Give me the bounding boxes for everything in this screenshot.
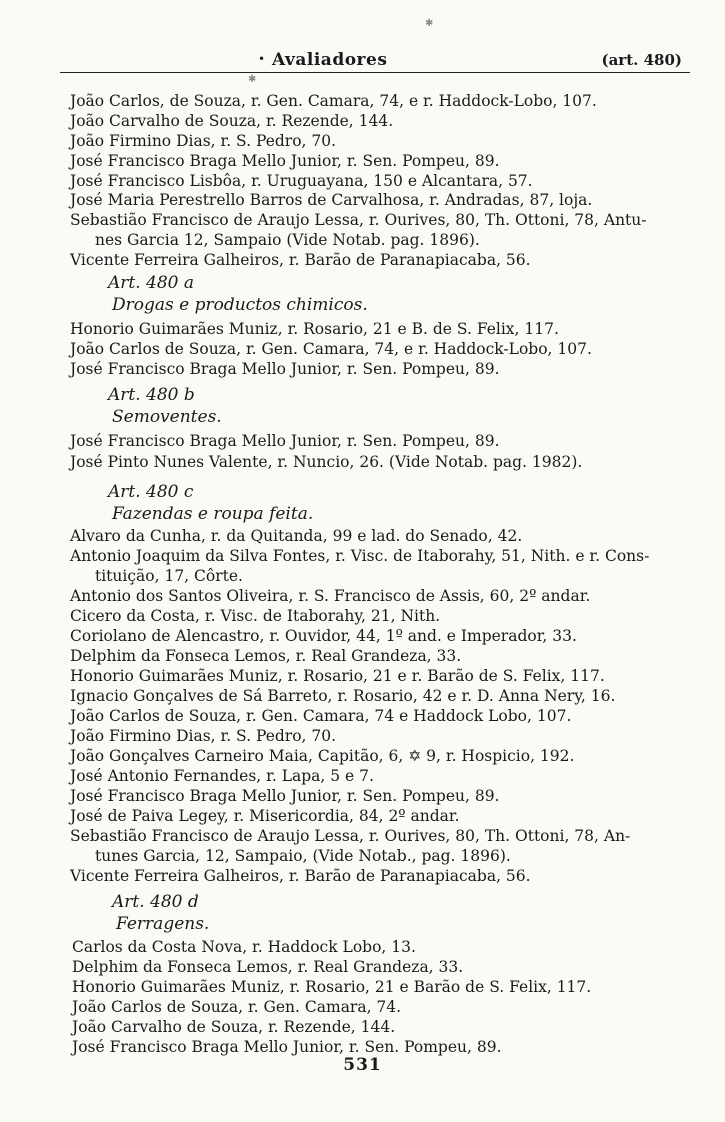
running-title: Avaliadores xyxy=(272,50,388,70)
list-item: Vicente Ferreira Galheiros, r. Barão de Paranapiacaba, 56. xyxy=(70,867,531,885)
directory-page: ✱ ✱ • Avaliadores (art. 480) João Carlos, de Souza, r. Gen. Camara, 74, e r. Haddock-Lobo, 107. João Carvalho de Souza, r. Rezende, 144. João Firmino Dias, r. S. Pedro, 70. José Francisco Braga Mello Junior, r. Sen. Pompeu, 89. José Francisco Lisbôa, r. Uruguayana, 150 e Alcantara, 57. José Maria Perestrello Barros de Carvalhosa, r. Andradas, 87, loja. Sebastião Francisco de Araujo Lessa, r. Ourives, 80, Th. Ottoni, 78, Antu- nes Garcia 12, Sampaio (Vide Notab. pag. 1896). Vicente Ferreira Galheiros, r. Barão de Paranapiacaba, 56. Art. 480 a Drogas e productos chimicos. Honorio Guimarães Muniz, r. Rosario, 21 e B. de S. Felix, 117. João Carlos de Souza, r. Gen. Camara, 74, e r. Haddock-Lobo, 107. José Francisco Braga Mello Junior, r. Sen. Pompeu, 89. Art. 480 b Semoventes. José Francisco Braga Mello Junior, r. Sen. Pompeu, 89. José Pinto Nunes Valente, r. Nuncio, 26. (Vide Notab. pag. 1982). Art. 480 c Fazendas e roupa feita. Alvaro da Cunha, r. da Quitanda, 99 e lad. do Senado, 42. Antonio Joaquim da Silva Fontes, r. Visc. de Itaborahy, 51, Nith. e r. Cons- tituição, 17, Côrte. Antonio dos Santos Oliveira, r. S. Francisco de Assis, 60, 2º andar. Cicero da Costa, r. Visc. de Itaborahy, 21, Nith. Coriolano de Alencastro, r. Ouvidor, 44, 1º and. e Imperador, 33. Delphim da Fonseca Lemos, r. Real Grandeza, 33. Honorio Guimarães Muniz, r. Rosario, 21 e r. Barão de S. Felix, 117. Ignacio Gonçalves de Sá Barreto, r. Rosario, 42 e r. D. Anna Nery, 16. João Carlos de Souza, r. Gen. Camara, 74 e Haddock Lobo, 107. João Firmino Dias, r. S. Pedro, 70. João Gonçalves Carneiro Maia, Capitão, 6, ✡ 9, r. Hospicio, 192. José Antonio Fernandes, r. Lapa, 5 e 7. José Francisco Braga Mello Junior, r. Sen. Pompeu, 89. José de Paiva Legey, r. Misericordia, 84, 2º andar. Sebastião Francisco de Araujo Lessa, r. Ourives, 80, Th. Ottoni, 78, An- tunes Garcia, 12, Sampaio, (Vide Notab., pag. 1896). Vicente Ferreira Galheiros, r. Barão de Paranapiacaba, 56. Art. 480 d Ferragens. Carlos da Costa Nova, r. Haddock Lobo, 13. Delphim da Fonseca Lemos, r. Real Grandeza, 33. Honorio Guimarães Muniz, r. Rosario, 21 e Barão de S. Felix, 117. João Carlos de Souza, r. Gen. Camara, 74. João Carvalho de Souza, r. Rezende, 144. José Francisco Braga Mello Junior, r. Sen. Pompeu, 89. 531 xyxy=(0,0,725,1122)
section-title: Ferragens. xyxy=(116,914,210,934)
list-item: Vicente Ferreira Galheiros, r. Barão de Paranapiacaba, 56. xyxy=(70,251,531,269)
list-item: Sebastião Francisco de Araujo Lessa, r. Ourives, 80, Th. Ottoni, 78, An- xyxy=(70,827,631,845)
list-item-continuation: tituição, 17, Côrte. xyxy=(95,567,243,585)
list-item: João Carlos de Souza, r. Gen. Camara, 74, e r. Haddock-Lobo, 107. xyxy=(70,340,592,358)
list-item: Honorio Guimarães Muniz, r. Rosario, 21 e B. de S. Felix, 117. xyxy=(70,320,559,338)
page-header xyxy=(60,50,690,73)
list-item: José Francisco Braga Mello Junior, r. Sen. Pompeu, 89. xyxy=(70,787,500,805)
list-item: José Pinto Nunes Valente, r. Nuncio, 26. (Vide Notab. pag. 1982). xyxy=(70,453,583,471)
list-item: João Carlos de Souza, r. Gen. Camara, 74. xyxy=(72,998,402,1016)
list-item: Delphim da Fonseca Lemos, r. Real Grandeza, 33. xyxy=(72,958,464,976)
header-article: (art. 480) xyxy=(601,51,682,69)
list-item: José Francisco Braga Mello Junior, r. Sen. Pompeu, 89. xyxy=(70,432,500,450)
list-item: Honorio Guimarães Muniz, r. Rosario, 21 e r. Barão de S. Felix, 117. xyxy=(70,667,605,685)
list-item: Sebastião Francisco de Araujo Lessa, r. Ourives, 80, Th. Ottoni, 78, Antu- xyxy=(70,211,647,229)
list-item: Alvaro da Cunha, r. da Quitanda, 99 e lad. do Senado, 42. xyxy=(70,527,523,545)
list-item: Carlos da Costa Nova, r. Haddock Lobo, 13. xyxy=(72,938,416,956)
list-item: Antonio dos Santos Oliveira, r. S. Francisco de Assis, 60, 2º andar. xyxy=(70,587,591,605)
list-item: Antonio Joaquim da Silva Fontes, r. Visc. de Itaborahy, 51, Nith. e r. Cons- xyxy=(70,547,650,565)
article-number: Art. 480 a xyxy=(108,273,195,293)
header-mark: • xyxy=(258,52,266,66)
list-item: José de Paiva Legey, r. Misericordia, 84, 2º andar. xyxy=(70,807,460,825)
list-item: João Gonçalves Carneiro Maia, Capitão, 6, ✡ 9, r. Hospicio, 192. xyxy=(70,747,575,765)
list-item: José Francisco Braga Mello Junior, r. Sen. Pompeu, 89. xyxy=(70,152,500,170)
article-number: Art. 480 d xyxy=(112,892,199,912)
list-item-continuation: nes Garcia 12, Sampaio (Vide Notab. pag. 1896). xyxy=(95,231,480,249)
list-item: Cicero da Costa, r. Visc. de Itaborahy, 21, Nith. xyxy=(70,607,441,625)
section-title: Semoventes. xyxy=(112,407,222,427)
list-item: João Carlos de Souza, r. Gen. Camara, 74 e Haddock Lobo, 107. xyxy=(70,707,572,725)
list-item: João Carlos, de Souza, r. Gen. Camara, 74, e r. Haddock-Lobo, 107. xyxy=(70,92,597,110)
list-item: José Francisco Lisbôa, r. Uruguayana, 150 e Alcantara, 57. xyxy=(70,172,533,190)
list-item: Coriolano de Alencastro, r. Ouvidor, 44, 1º and. e Imperador, 33. xyxy=(70,627,577,645)
article-number: Art. 480 c xyxy=(108,482,194,502)
list-item: Ignacio Gonçalves de Sá Barreto, r. Rosario, 42 e r. D. Anna Nery, 16. xyxy=(70,687,616,705)
list-item: João Firmino Dias, r. S. Pedro, 70. xyxy=(70,132,337,150)
section-title: Fazendas e roupa feita. xyxy=(112,504,314,524)
page-number: 531 xyxy=(343,1055,382,1075)
list-item: José Antonio Fernandes, r. Lapa, 5 e 7. xyxy=(70,767,374,785)
list-item: José Francisco Braga Mello Junior, r. Sen. Pompeu, 89. xyxy=(70,360,500,378)
section-title: Drogas e productos chimicos. xyxy=(112,295,368,315)
list-item: João Carvalho de Souza, r. Rezende, 144. xyxy=(72,1018,396,1036)
list-item: Delphim da Fonseca Lemos, r. Real Grandeza, 33. xyxy=(70,647,462,665)
article-number: Art. 480 b xyxy=(108,385,195,405)
list-item: João Carvalho de Souza, r. Rezende, 144. xyxy=(70,112,394,130)
list-item: João Firmino Dias, r. S. Pedro, 70. xyxy=(70,727,337,745)
list-item: Honorio Guimarães Muniz, r. Rosario, 21 e Barão de S. Felix, 117. xyxy=(72,978,592,996)
list-item: José Maria Perestrello Barros de Carvalhosa, r. Andradas, 87, loja. xyxy=(70,191,593,209)
list-item: José Francisco Braga Mello Junior, r. Sen. Pompeu, 89. xyxy=(72,1038,502,1056)
list-item-continuation: tunes Garcia, 12, Sampaio, (Vide Notab., pag. 1896). xyxy=(95,847,511,865)
